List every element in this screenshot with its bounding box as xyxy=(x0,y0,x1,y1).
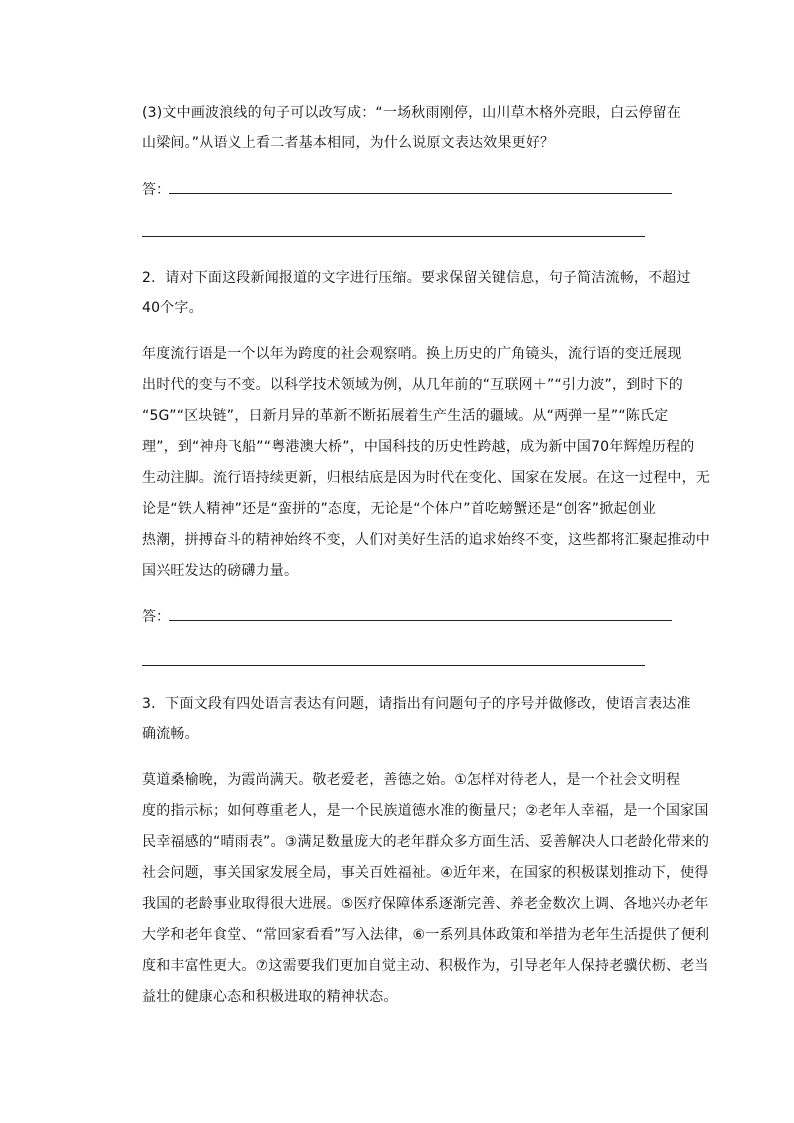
question-3-line-1: (3)文中画波浪线的句子可以改写成：“一场秋雨刚停，山川草木格外亮眼，白云停留在 xyxy=(142,105,682,121)
passage-3-line-8: 益壮的健康心态和积极进取的精神状态。 xyxy=(142,989,398,1005)
passage-3-line-4: 社会问题，事关国家发展全局，事关百姓福祉。④近年来，在国家的积极谋划推动下，使得 xyxy=(142,865,709,881)
question-3b-line-1: 3．下面文段有四处语言表达有问题，请指出有问题句子的序号并做修改，使语言表达准 xyxy=(142,696,691,712)
answer-label-2: 答： xyxy=(142,609,170,625)
question-2-line-1: 2．请对下面这段新闻报道的文字进行压缩。要求保留关键信息，句子简洁流畅，不超过 xyxy=(142,270,691,286)
passage-3-line-3: 民幸福感的“晴雨表”。③满足数量庞大的老年群众多方面生活、妥善解决人口老龄化带来的 xyxy=(142,834,710,850)
answer-label-1: 答： xyxy=(142,182,170,198)
answer-blank-line-2[interactable] xyxy=(142,236,645,237)
passage-3-line-1: 莫道桑榆晚，为霞尚满天。敬老爱老，善德之始。①怎样对待老人，是一个社会文明程 xyxy=(142,772,681,788)
passage-3-line-5: 我国的老龄事业取得很大进展。⑤医疗保障体系逐渐完善、养老金数次上调、各地兴办老年 xyxy=(142,896,709,912)
passage-2-line-1: 年度流行语是一个以年为跨度的社会观察哨。换上历史的广角镜头，流行语的变迁展现 xyxy=(142,346,682,362)
passage-2-line-8: 国兴旺发达的磅礴力量。 xyxy=(142,563,299,579)
question-3b-line-2: 确流畅。 xyxy=(142,726,199,742)
passage-3-line-6: 大学和老年食堂、“常回家看看”写入法律，⑥一系列具体政策和举措为老年生活提供了便利 xyxy=(142,927,710,943)
passage-2-line-7: 热潮，拼搏奋斗的精神始终不变，人们对美好生活的追求始终不变，这些都将汇聚起推动中 xyxy=(142,532,710,548)
answer-blank-line-3[interactable] xyxy=(169,620,672,621)
question-3-line-2: 山梁间。”从语义上看二者基本相同，为什么说原文表达效果更好？ xyxy=(142,135,555,151)
passage-2-line-2: 出时代的变与不变。以科学技术领域为例，从几年前的“互联网＋”“引力波”，到时下的 xyxy=(142,377,684,393)
passage-3-line-2: 度的指示标；如何尊重老人，是一个民族道德水准的衡量尺；②老年人幸福，是一个国家国 xyxy=(142,803,709,819)
passage-3-line-7: 度和丰富性更大。⑦这需要我们更加自觉主动、积极作为，引导老年人保持老骥伏枥、老当 xyxy=(142,958,709,974)
answer-blank-line-1[interactable] xyxy=(169,193,672,194)
question-2-line-2: 40个字。 xyxy=(142,300,203,316)
passage-2-line-4: 理”，到“神舟飞船”“粤港澳大桥”，中国科技的历史性跨越，成为新中国70年辉煌历程的 xyxy=(142,439,695,455)
answer-blank-line-4[interactable] xyxy=(142,665,645,666)
passage-2-line-3: “5G”“区块链”，日新月异的革新不断拓展着生产生活的疆域。从“两弹一星”“陈氏定 xyxy=(142,408,669,424)
passage-2-line-6: 论是“铁人精神”还是“蛮拼的”态度，无论是“个体户”首吃螃蟹还是“创客”掀起创业 xyxy=(142,501,657,517)
passage-2-line-5: 生动注脚。流行语持续更新，归根结底是因为时代在变化、国家在发展。在这一过程中，无 xyxy=(142,470,710,486)
